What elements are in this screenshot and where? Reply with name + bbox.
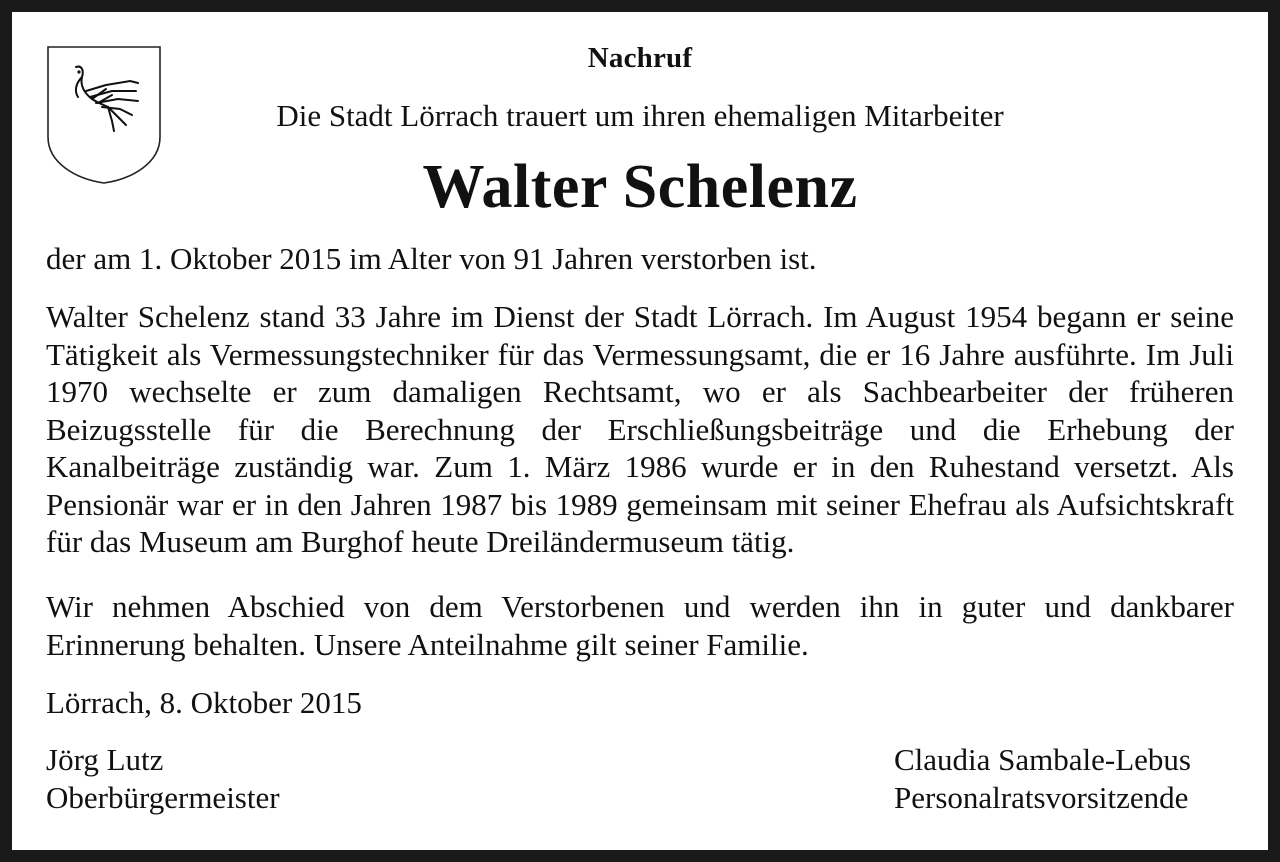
deceased-name: Walter Schelenz xyxy=(422,153,858,221)
place-and-date: Lörrach, 8. Oktober 2015 xyxy=(46,685,362,720)
obituary-notice xyxy=(12,12,1268,850)
farewell-paragraph: Wir nehmen Abschied von dem Verstorbenen und werden ihn in guter und dankbarer Erinnerung behalten. Unsere Anteilnahme gilt seiner Familie. xyxy=(46,589,1234,662)
signatory-name: Claudia Sambale-Lebus xyxy=(894,742,1191,777)
signatory-name: Jörg Lutz xyxy=(46,742,164,777)
signature-block-staff-council xyxy=(894,741,1191,817)
death-details: der am 1. Oktober 2015 im Alter von 91 Jahren verstorben ist. xyxy=(46,241,817,276)
notice-intro: Die Stadt Lörrach trauert um ihren ehemaligen Mitarbeiter xyxy=(276,98,1004,133)
notice-heading: Nachruf xyxy=(587,42,693,74)
signatory-title: Personalratsvorsitzende xyxy=(894,780,1189,815)
signature-block-mayor xyxy=(46,741,280,817)
signatory-title: Oberbürgermeister xyxy=(46,780,280,815)
career-paragraph: Walter Schelenz stand 33 Jahre im Dienst der Stadt Lörrach. Im August 1954 begann er seine Tätigkeit als Vermessungstechniker für das Vermessungsamt, die er 16 Jahre ausführte. Im Juli 1970 wechselte er zum damaligen Rechtsamt, wo er als Sachbearbeiter der früheren Beizugsstelle für die Berechnung der Erschließungsbeiträge und die Erhebung der Kanalbeiträge zuständig war. Zum 1. März 1986 wurde er in den Ruhestand versetzt. Als Pensionär war er in den Jahren 1987 bis 1989 gemeinsam mit seiner Ehefrau als Aufsichtskraft für das Museum am Burghof heute Dreiländermuseum tätig. xyxy=(46,299,1234,559)
obituary-notice-frame xyxy=(12,12,1268,850)
